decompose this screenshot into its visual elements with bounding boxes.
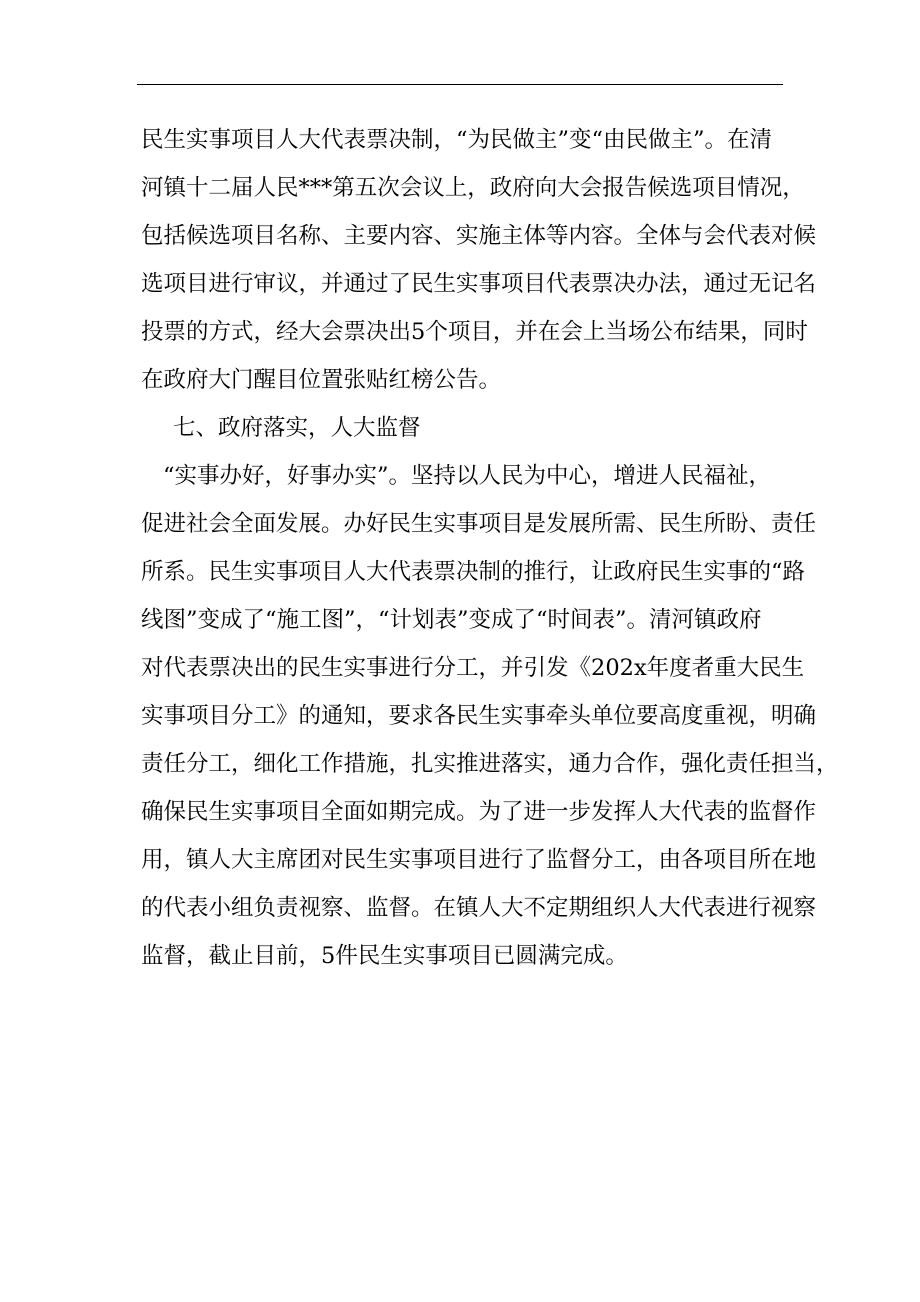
header-rule [137, 84, 783, 85]
paragraph-line: 所系。民生实事项目人大代表票决制的推行，让政府民生实事的“路 [141, 559, 806, 585]
paragraph-line: 实事项目分工》的通知，要求各民生实事牵头单位要高度重视，明确 [141, 703, 817, 729]
paragraph-line: 河镇十二届人民***第五次会议上，政府向大会报告候选项目情况， [141, 175, 805, 201]
section-heading: 七、政府落实，人大监督 [173, 415, 421, 441]
paragraph-line: 民生实事项目人大代表票决制，“为民做主”变“由民做主”。在清 [141, 127, 773, 153]
paragraph-line: 投票的方式，经大会票决出5个项目，并在会上当场公布结果，同时 [141, 319, 808, 345]
paragraph-line: “实事办好，好事办实”。坚持以人民为中心，增进人民福祉， [163, 463, 772, 489]
paragraph-line: 对代表票决出的民生实事进行分工，并引发《202x年度者重大民生 [141, 655, 805, 681]
paragraph-line: 的代表小组负责视察、监督。在镇人大不定期组织人大代表进行视察 [141, 895, 817, 921]
paragraph-line: 包括候选项目名称、主要内容、实施主体等内容。全体与会代表对候 [141, 223, 817, 249]
paragraph-line: 责任分工，细化工作措施，扎实推进落实，通力合作，强化责任担当， [141, 751, 839, 777]
paragraph-line: 在政府大门醒目位置张贴红榜公告。 [141, 367, 502, 393]
document-body [141, 116, 839, 980]
paragraph-line: 监督，截止目前，5件民生实事项目已圆满完成。 [141, 943, 628, 969]
paragraph-line: 用，镇人大主席团对民生实事项目进行了监督分工，由各项目所在地 [141, 847, 817, 873]
paragraph-line: 促进社会全面发展。办好民生实事项目是发展所需、民生所盼、责任 [141, 511, 817, 537]
paragraph-line: 确保民生实事项目全面如期完成。为了进一步发挥人大代表的监督作 [141, 799, 817, 825]
paragraph-line: 选项目进行审议，并通过了民生实事项目代表票决办法，通过无记名 [141, 271, 817, 297]
paragraph-line: 线图”变成了“施工图”，“计划表”变成了“时间表”。清河镇政府 [141, 607, 762, 633]
